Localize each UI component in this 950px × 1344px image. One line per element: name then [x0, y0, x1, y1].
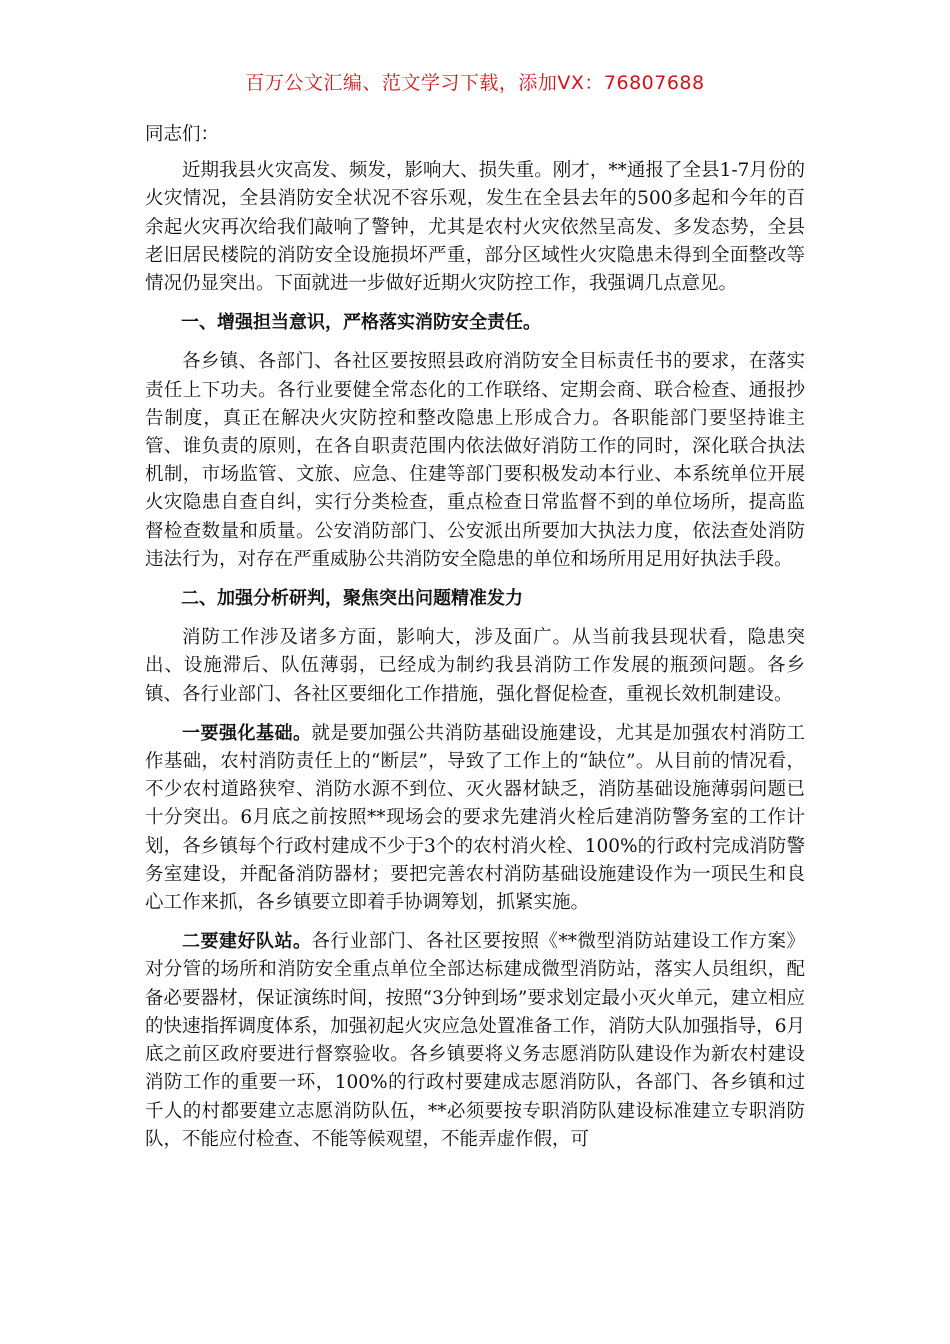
paragraph-analysis: 消防工作涉及诸多方面，影响大，涉及面广。从当前我县现状看，隐患突出、设施滞后、队伍薄弱，已经成为制约我县消防工作发展的瓶颈问题。各乡镇、各行业部门、各社区要细化工作措施，强化督促检查，重视长效机制建设。	[145, 627, 805, 705]
header-banner: 百万公文汇编、范文学习下载，添加VX：76807688	[245, 72, 705, 94]
salutation: 同志们：	[145, 124, 220, 145]
document-body	[145, 121, 805, 1165]
paragraph-foundation	[145, 720, 805, 917]
lead-foundation: 一要强化基础。	[182, 722, 312, 744]
body-foundation: 就是要加强公共消防基础设施建设，尤其是加强农村消防工作基础，农村消防责任上的“断层”，导致了工作上的“缺位”。从目前的情况看，不少农村道路狭窄、消防水源不到位、灭火器材缺乏，消防基础设施薄弱问题已十分突出。6月底之前按照**现场会的要求先建消火栓后建消防警务室的工作计划，各乡镇每个行政村建成不少于3个的农村消火栓、100%的行政村完成消防警务室建设，并配备消防器材；要把完善农村消防基础设施建设作为一项民生和良心工作来抓，各乡镇要立即着手协调筹划，抓紧实施。	[145, 722, 805, 914]
section-heading-1: 一、增强担当意识，严格落实消防安全责任。	[181, 312, 541, 334]
lead-stations: 二要建好队站。	[182, 931, 312, 953]
section-heading-2: 二、加强分析研判，聚焦突出问题精准发力	[181, 588, 523, 610]
paragraph-stations	[145, 928, 805, 1154]
paragraph-responsibility: 各乡镇、各部门、各社区要按照县政府消防安全目标责任书的要求，在落实责任上下功夫。各行业要健全常态化的工作联络、定期会商、联合检查、通报抄告制度，真正在解决火灾防控和整改隐患上形成合力。各职能部门要坚持谁主管、谁负责的原则，在各自职责范围内依法做好消防工作的同时，深化联合执法机制，市场监管、文旅、应急、住建等部门要积极发动本行业、本系统单位开展火灾隐患自查自纠，实行分类检查，重点检查日常监督不到的单位场所，提高监督检查数量和质量。公安消防部门、公安派出所要加大执法力度，依法查处消防违法行为，对存在严重威胁公共消防安全隐患的单位和场所用足用好执法手段。	[145, 351, 805, 570]
paragraph-intro: 近期我县火灾高发、频发，影响大、损失重。刚才，**通报了全县1-7月份的火灾情况，全县消防安全状况不容乐观，发生在全县去年的500多起和今年的百余起火灾再次给我们敲响了警钟，尤其是农村火灾依然呈高发、多发态势，全县老旧居民楼院的消防安全设施损坏严重，部分区域性火灾隐患未得到全面整改等情况仍显突出。下面就进一步做好近期火灾防控工作，我强调几点意见。	[145, 160, 805, 295]
body-stations: 各行业部门、各社区要按照《**微型消防站建设工作方案》对分管的场所和消防安全重点单位全部达标建成微型消防站，落实人员组织，配备必要器材，保证演练时间，按照“3分钟到场”要求划定最小灭火单元，建立相应的快速指挥调度体系，加强初起火灾应急处置准备工作，消防大队加强指导，6月底之前区政府要进行督察验收。各乡镇要将义务志愿消防队建设作为新农村建设消防工作的重要一环，100%的行政村要建成志愿消防队，各部门、各乡镇和过千人的村都要建立志愿消防队伍，**必须要按专职消防队建设标准建立专职消防队，不能应付检查、不能等候观望，不能弄虚作假，可	[145, 931, 805, 1150]
